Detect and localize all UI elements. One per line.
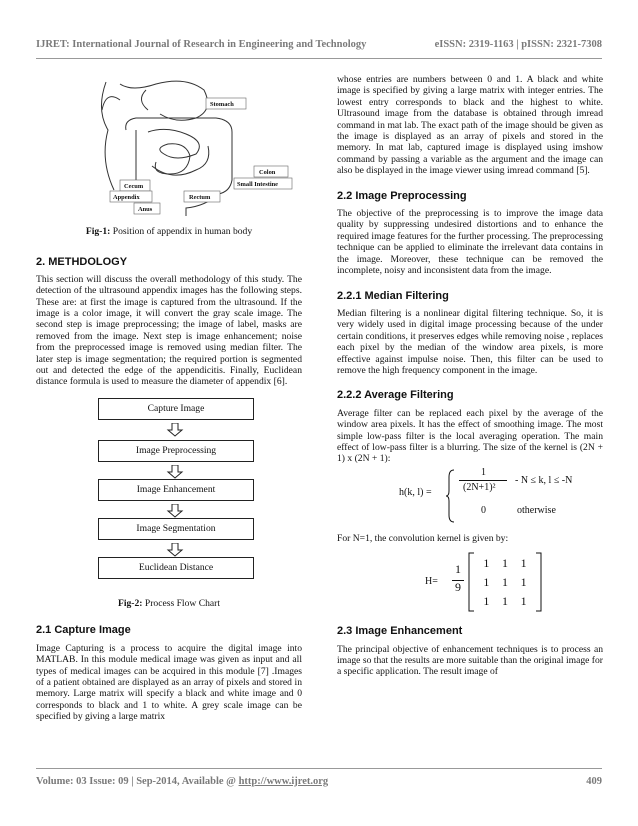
matrix-cell: 1 [520, 575, 527, 590]
fig1-caption-label: Fig-1: [85, 226, 111, 237]
matrix-row [477, 592, 533, 611]
average-heading: 2.2.2 Average Filtering [337, 389, 454, 402]
fig2-caption-text: Process Flow Chart [142, 597, 221, 609]
matrix-cell: 1 [483, 594, 490, 609]
label-colon: Colon [259, 169, 276, 176]
enhancement-heading: 2.3 Image Enhancement [337, 625, 463, 638]
figure-1-caption [36, 226, 302, 237]
flow-step-segmentation: Image Segmentation [98, 518, 254, 540]
average-text: Average filter can be replaced each pixel by the average of the window area pixels. It has the effect of smoothing image. The most simple low-pass filter is the local averaging operation. The main effect of low-pass filter is a blurring. The size of the kernel is (2N + 1) x (2N + 1): [337, 407, 603, 465]
matrix-cell: 1 [501, 594, 508, 609]
methodology-heading: 2. METHDOLOGY [36, 256, 128, 269]
flow-arrow-icon [166, 543, 184, 557]
eq1-fraction-bar [459, 480, 507, 481]
right-column [337, 74, 603, 678]
issn: eISSN: 2319-1163 | pISSN: 2321-7308 [434, 39, 602, 50]
flow-step-capture: Capture Image [98, 398, 254, 420]
eq2-lhs: H= [425, 576, 438, 588]
left-brace-icon [445, 469, 455, 523]
matrix-cell: 1 [483, 575, 490, 590]
matrix-cell: 1 [520, 556, 527, 571]
figure-2-caption [36, 598, 302, 609]
eq1-zero: 0 [481, 504, 486, 516]
flowchart-area [36, 388, 302, 594]
label-anus: Anus [138, 206, 153, 213]
eq1-otherwise: otherwise [517, 504, 556, 516]
flow-step-preprocessing: Image Preprocessing [98, 440, 254, 462]
capture-text-continued: whose entries are numbers between 0 and 1. A black and white image is specified by giving a large matrix with integer entries. The lowest entry corresponds to black and the highest to white. Ultrasound image from the database is obtained through imread command in mat lab. The exact path of the image should be given as the image is displayed as an array of pixels and stored in the memory. In mat lab, captured image is displayed using imshow command by passing a variable as the argument and the image can also be displayed in the image viewer using imread command [5]. [337, 74, 603, 177]
enhancement-text: The principal objective of enhancement techniques is to process an image so that the results are more suitable than the original image for a specific application. The result image of [337, 643, 603, 678]
equation-convolution-kernel [337, 550, 603, 614]
matrix-row [477, 554, 533, 573]
methodology-text: This section will discuss the overall methodology of this study. The detection of the ultrasound appendix images has the following steps. These are: at first the image is captured from the ultrasound. If the image is a color image, it will convert the gray scale image. The second step is image preprocessing; the image of label, masks are removed from the image. Next step is image enhancement; noise from the preprocessed image is removed using median filter. The later step is image segmentation; the required portion is segmented out and detected the edge of the appendicitis. Finally, Euclidean distance formula is used to measure the diameter of appendix [6]. [36, 273, 302, 388]
appendix-anatomy-illustration [36, 70, 302, 218]
equation-average-kernel [337, 465, 603, 527]
fig1-caption-text: Position of appendix in human body [110, 226, 253, 237]
capture-heading: 2.1 Capture Image [36, 624, 131, 637]
label-cecum: Cecum [124, 183, 144, 190]
flow-step-enhancement: Image Enhancement [98, 479, 254, 501]
left-bracket-icon [467, 552, 475, 612]
label-stomach: Stomach [210, 101, 234, 108]
eq1-lhs: h(k, l) = [399, 486, 432, 498]
label-appendix: Appendix [113, 194, 140, 201]
eq1-condition: - N ≤ k, l ≤ -N [515, 474, 573, 486]
kernel-text: For N=1, the convolution kernel is given by: [337, 532, 509, 544]
footer-volume-text: Volume: 03 Issue: 09 | Sep-2014, Available @ [36, 776, 239, 787]
preprocessing-text: The objective of the preprocessing is to improve the image data quality by suppressing undesired distortions and to enhance the required image features for the further processing. The preprocessing technique can be applied to eliminate the irrelevant data contains in the image. Moreover, these technique can be removed the incomplete, noisy and inconsistent data from the image. [337, 208, 603, 277]
median-text: Median filtering is a nonlinear digital filtering technique. So, it is very widely used in digital image processing because of the under certain conditions, it preserves edges while removing noise , replaces each pixel by the median of the window area pixels, is more effective against impulse noise. Then, this filter can be used to remove the high frequency component in the image. [337, 307, 603, 376]
matrix-cell: 1 [501, 556, 508, 571]
capture-text: Image Capturing is a process to acquire the digital image into MATLAB. In this module medical image was given as input and all types of medical images can be acquired in this module [7] .Images of a patient obtained are displayed as an array of pixels and stored in memory. Large matrix will specify a black and white image and 0 corresponds to black and 1 to white. A grey scale image can be specified by giving a large matrix [36, 642, 302, 723]
median-heading: 2.2.1 Median Filtering [337, 289, 449, 302]
eq1-denominator: (2N+1)² [463, 481, 496, 493]
eq2-matrix [477, 554, 533, 611]
footer-rule [36, 768, 602, 769]
eq2-denominator: 9 [455, 580, 461, 595]
label-small-intestine: Small Intestine [237, 181, 279, 188]
matrix-cell: 1 [501, 575, 508, 590]
flow-step-euclidean: Euclidean Distance [98, 557, 254, 579]
page-number: 409 [586, 776, 602, 787]
matrix-row [477, 573, 533, 592]
eq2-numerator: 1 [455, 562, 461, 577]
left-column [36, 70, 302, 723]
flow-arrow-icon [166, 504, 184, 518]
journal-link[interactable]: http://www.ijret.org [238, 776, 329, 787]
matrix-cell: 1 [483, 556, 490, 571]
figure-1 [36, 70, 302, 218]
page-header [36, 39, 602, 50]
footer-volume [36, 776, 328, 787]
right-bracket-icon [535, 552, 543, 612]
flow-arrow-icon [166, 423, 184, 437]
fig2-caption-label: Fig-2: [117, 597, 143, 609]
preprocessing-heading: 2.2 Image Preprocessing [337, 189, 467, 202]
label-rectum: Rectum [189, 194, 211, 201]
journal-title: IJRET: International Journal of Research in Engineering and Technology [36, 39, 367, 50]
matrix-cell: 1 [520, 594, 527, 609]
header-rule [36, 58, 602, 59]
flow-arrow-icon [166, 465, 184, 479]
eq1-numerator: 1 [481, 466, 486, 478]
page-footer [36, 776, 602, 787]
